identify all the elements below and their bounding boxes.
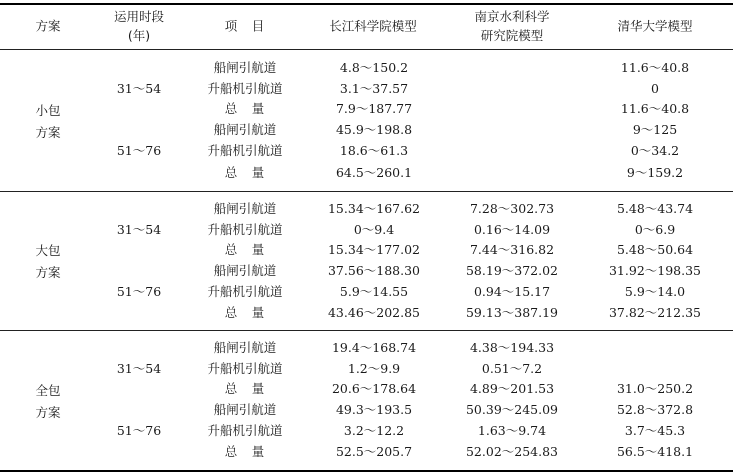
- value-cell-cjkx: 4.8～150.2: [339, 60, 409, 75]
- value-cell-qh: 5.48～50.64: [616, 242, 694, 257]
- value-cell-cjkx: 18.6～61.3: [339, 143, 409, 158]
- value-cell-nj: 7.44～316.82: [469, 242, 555, 257]
- header-model-nj: [474, 7, 549, 45]
- value-cell-cjkx: 20.6～178.64: [331, 381, 417, 396]
- scheme-label: [35, 100, 60, 144]
- item-cell: 总 量: [224, 165, 266, 180]
- value-cell-nj: 4.38～194.33: [469, 340, 555, 355]
- value-cell-qh: 37.82～212.35: [608, 305, 702, 320]
- item-cell: 船闸引航道: [213, 201, 277, 216]
- value-cell-qh: 11.6～40.8: [620, 101, 690, 116]
- scheme-label: [35, 380, 60, 424]
- value-cell-qh: 52.8～372.8: [616, 402, 694, 417]
- value-cell-qh: 9～159.2: [626, 165, 684, 180]
- value-cell-cjkx: 3.2～12.2: [343, 423, 405, 438]
- item-cell: 总 量: [224, 101, 266, 116]
- value-cell-nj: 58.19～372.02: [465, 263, 559, 278]
- value-cell-cjkx: 5.9～14.55: [339, 284, 409, 299]
- item-cell: 升船机引航道: [207, 81, 283, 96]
- value-cell-cjkx: 3.1～37.57: [339, 81, 409, 96]
- header-model-nj-line2: 研究院模型: [480, 28, 544, 43]
- value-cell-cjkx: 49.3～193.5: [335, 402, 413, 417]
- table-top-rule: [0, 3, 733, 5]
- value-cell-cjkx: 37.56～188.30: [327, 263, 421, 278]
- item-cell: 升船机引航道: [207, 222, 283, 237]
- item-cell: 总 量: [224, 444, 266, 459]
- value-cell-nj: 4.89～201.53: [469, 381, 555, 396]
- scheme-label-line: 方案: [35, 265, 61, 280]
- value-cell-nj: 52.02～254.83: [465, 444, 559, 459]
- period-cell: 31～54: [116, 222, 162, 237]
- item-cell: 船闸引航道: [213, 122, 277, 137]
- value-cell-qh: 0: [651, 81, 659, 96]
- value-cell-cjkx: 19.4～168.74: [331, 340, 417, 355]
- header-model-qh: 清华大学模型: [617, 18, 693, 34]
- value-cell-cjkx: 45.9～198.8: [335, 122, 413, 137]
- value-cell-cjkx: 7.9～187.77: [335, 101, 413, 116]
- value-cell-qh: 5.9～14.0: [624, 284, 686, 299]
- header-period-line2: (年): [127, 28, 151, 43]
- period-cell: 31～54: [116, 361, 162, 376]
- scheme-label-line: 全包: [35, 383, 61, 398]
- value-cell-cjkx: 1.2～9.9: [347, 361, 401, 376]
- item-cell: 升船机引航道: [207, 423, 283, 438]
- value-cell-qh: 31.92～198.35: [608, 263, 702, 278]
- value-cell-qh: 3.7～45.3: [624, 423, 686, 438]
- value-cell-cjkx: 64.5～260.1: [335, 165, 413, 180]
- value-cell-nj: 0.51～7.2: [481, 361, 543, 376]
- item-cell: 船闸引航道: [213, 60, 277, 75]
- scheme-label-line: 大包: [35, 243, 61, 258]
- value-cell-qh: 0～34.2: [630, 143, 680, 158]
- value-cell-qh: 11.6～40.8: [620, 60, 690, 75]
- item-cell: 总 量: [224, 305, 266, 320]
- scheme-label-line: 方案: [35, 125, 61, 140]
- item-cell: 升船机引航道: [207, 361, 283, 376]
- header-model-cjkx: 长江科学院模型: [329, 18, 417, 34]
- header-rule: [0, 49, 733, 50]
- value-cell-cjkx: 43.46～202.85: [327, 305, 421, 320]
- value-cell-cjkx: 0～9.4: [353, 222, 395, 237]
- item-cell: 船闸引航道: [213, 402, 277, 417]
- value-cell-nj: 0.16～14.09: [473, 222, 551, 237]
- period-cell: 31～54: [116, 81, 162, 96]
- table-bottom-rule: [0, 470, 733, 472]
- value-cell-qh: 0～6.9: [634, 222, 676, 237]
- group-divider-1: [0, 191, 733, 192]
- item-cell: 升船机引航道: [207, 284, 283, 299]
- value-cell-qh: 56.5～418.1: [616, 444, 694, 459]
- value-cell-cjkx: 52.5～205.7: [335, 444, 413, 459]
- header-item: 项 目: [224, 18, 266, 34]
- group-divider-2: [0, 330, 733, 331]
- item-cell: 升船机引航道: [207, 143, 283, 158]
- value-cell-nj: 0.94～15.17: [473, 284, 551, 299]
- period-cell: 51～76: [116, 284, 162, 299]
- period-cell: 51～76: [116, 423, 162, 438]
- value-cell-nj: 59.13～387.19: [465, 305, 559, 320]
- value-cell-qh: 9～125: [632, 122, 678, 137]
- value-cell-qh: 5.48～43.74: [616, 201, 694, 216]
- scheme-label: [35, 240, 60, 284]
- item-cell: 船闸引航道: [213, 340, 277, 355]
- item-cell: 船闸引航道: [213, 263, 277, 278]
- item-cell: 总 量: [224, 381, 266, 396]
- header-model-nj-line1: 南京水利科学: [474, 9, 550, 24]
- item-cell: 总 量: [224, 242, 266, 257]
- header-scheme: 方案: [35, 18, 61, 34]
- value-cell-nj: 1.63～9.74: [477, 423, 547, 438]
- header-period: [114, 7, 164, 45]
- period-cell: 51～76: [116, 143, 162, 158]
- value-cell-nj: 50.39～245.09: [465, 402, 559, 417]
- header-period-line1: 运用时段: [113, 9, 165, 24]
- value-cell-nj: 7.28～302.73: [469, 201, 555, 216]
- scheme-label-line: 小包: [35, 103, 61, 118]
- value-cell-qh: 31.0～250.2: [616, 381, 694, 396]
- value-cell-cjkx: 15.34～167.62: [327, 201, 421, 216]
- value-cell-cjkx: 15.34～177.02: [327, 242, 421, 257]
- scheme-label-line: 方案: [35, 405, 61, 420]
